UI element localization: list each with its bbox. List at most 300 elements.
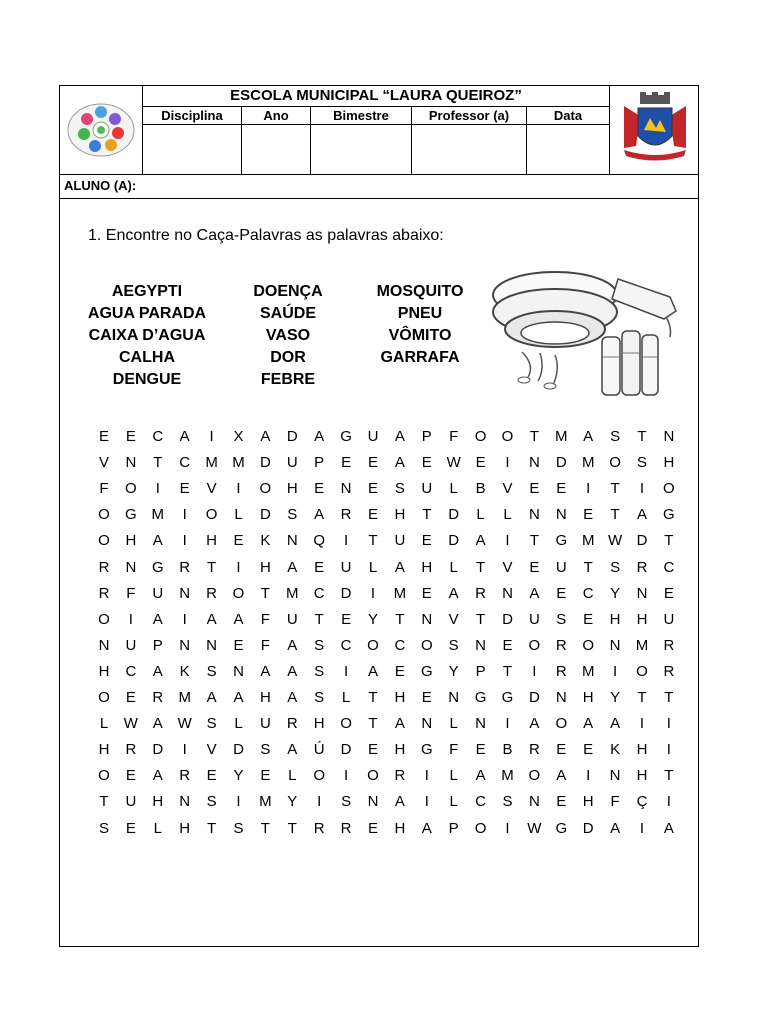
grid-letter[interactable]: Y	[610, 584, 621, 602]
grid-letter[interactable]: R	[528, 741, 540, 759]
grid-letter[interactable]: N	[609, 636, 621, 654]
grid-letter[interactable]: N	[98, 636, 110, 654]
grid-letter[interactable]: E	[556, 584, 567, 602]
grid-letter[interactable]: A	[287, 558, 298, 576]
grid-letter[interactable]: I	[613, 662, 618, 680]
grid-letter[interactable]: H	[609, 610, 621, 628]
grid-letter[interactable]: L	[234, 506, 243, 524]
grid-letter[interactable]: D	[448, 506, 460, 524]
grid-letter[interactable]: D	[259, 454, 271, 472]
grid-letter[interactable]: T	[287, 819, 297, 837]
grid-letter[interactable]: N	[206, 636, 218, 654]
grid-letter[interactable]: H	[421, 558, 433, 576]
grid-letter[interactable]: N	[125, 558, 137, 576]
grid-letter[interactable]: C	[340, 636, 352, 654]
grid-letter[interactable]: T	[529, 532, 539, 550]
grid-letter[interactable]: T	[260, 584, 270, 602]
grid-letter[interactable]: I	[639, 480, 645, 498]
grid-letter[interactable]: E	[556, 741, 567, 759]
grid-letter[interactable]: R	[206, 584, 218, 602]
grid-letter[interactable]: A	[421, 819, 432, 837]
grid-letter[interactable]: A	[394, 454, 405, 472]
grid-letter[interactable]: H	[394, 689, 406, 706]
grid-letter[interactable]: R	[98, 584, 110, 602]
grid-letter[interactable]: S	[206, 662, 217, 680]
grid-letter[interactable]: E	[556, 480, 567, 498]
grid-letter[interactable]: N	[179, 636, 191, 654]
grid-letter[interactable]: U	[528, 610, 540, 628]
grid-letter[interactable]: G	[555, 532, 568, 550]
grid-letter[interactable]: M	[581, 532, 595, 550]
grid-letter[interactable]: O	[98, 689, 110, 706]
grid-letter[interactable]: D	[448, 532, 460, 550]
grid-letter[interactable]: O	[582, 636, 595, 654]
field-ano[interactable]	[242, 125, 310, 174]
grid-letter[interactable]: E	[367, 454, 378, 472]
grid-letter[interactable]: E	[367, 480, 378, 498]
grid-letter[interactable]: A	[529, 584, 540, 602]
grid-letter[interactable]: U	[367, 428, 379, 445]
grid-letter[interactable]: H	[582, 793, 594, 811]
grid-letter[interactable]: I	[586, 767, 591, 785]
grid-letter[interactable]: I	[424, 767, 429, 785]
grid-letter[interactable]: N	[555, 689, 567, 706]
grid-letter[interactable]: R	[152, 689, 164, 706]
grid-letter[interactable]: W	[527, 819, 542, 837]
grid-letter[interactable]: M	[635, 636, 649, 654]
grid-letter[interactable]: H	[152, 793, 164, 811]
grid-letter[interactable]: I	[344, 532, 349, 550]
grid-letter[interactable]: S	[314, 662, 325, 680]
grid-letter[interactable]: O	[340, 715, 352, 733]
grid-letter[interactable]: R	[179, 767, 191, 785]
grid-letter[interactable]: U	[125, 636, 137, 654]
grid-letter[interactable]: U	[286, 454, 298, 472]
grid-letter[interactable]: O	[609, 454, 621, 472]
grid-letter[interactable]: I	[236, 793, 241, 811]
grid-letter[interactable]: C	[179, 454, 191, 472]
grid-letter[interactable]: E	[475, 741, 486, 759]
grid-letter[interactable]: A	[287, 636, 298, 654]
grid-letter[interactable]: E	[583, 610, 594, 628]
grid-letter[interactable]: T	[637, 689, 647, 706]
grid-letter[interactable]: S	[610, 558, 621, 576]
grid-letter[interactable]: G	[474, 689, 487, 706]
grid-letter[interactable]: Ç	[636, 793, 648, 811]
grid-letter[interactable]: I	[155, 480, 160, 498]
grid-letter[interactable]: U	[125, 793, 137, 811]
grid-letter[interactable]: T	[368, 689, 378, 706]
grid-letter[interactable]: T	[610, 506, 620, 524]
grid-letter[interactable]: N	[367, 793, 379, 811]
grid-letter[interactable]: T	[153, 454, 163, 472]
grid-letter[interactable]: O	[232, 584, 245, 602]
grid-letter[interactable]: S	[502, 793, 513, 811]
grid-letter[interactable]: E	[98, 428, 109, 445]
grid-letter[interactable]: E	[341, 454, 352, 472]
grid-letter[interactable]: R	[98, 558, 110, 576]
grid-letter[interactable]: D	[286, 428, 298, 445]
grid-letter[interactable]: I	[209, 428, 214, 445]
grid-letter[interactable]: S	[394, 480, 405, 498]
grid-letter[interactable]: T	[368, 532, 378, 550]
grid-letter[interactable]: A	[152, 662, 163, 680]
grid-letter[interactable]: S	[233, 819, 244, 837]
grid-letter[interactable]: T	[664, 532, 674, 550]
grid-letter[interactable]: U	[555, 558, 567, 576]
grid-letter[interactable]: N	[475, 715, 487, 733]
grid-letter[interactable]: E	[394, 662, 405, 680]
grid-letter[interactable]: V	[98, 454, 109, 472]
grid-letter[interactable]: O	[367, 636, 379, 654]
grid-letter[interactable]: A	[583, 715, 594, 733]
grid-letter[interactable]: I	[505, 715, 510, 733]
grid-letter[interactable]: E	[583, 506, 594, 524]
grid-letter[interactable]: D	[340, 741, 352, 759]
grid-letter[interactable]: N	[528, 793, 540, 811]
grid-letter[interactable]: I	[344, 662, 349, 680]
grid-letter[interactable]: N	[448, 689, 460, 706]
grid-letter[interactable]: L	[99, 715, 109, 733]
grid-letter[interactable]: H	[636, 741, 648, 759]
grid-letter[interactable]: D	[528, 689, 540, 706]
grid-letter[interactable]: H	[259, 558, 271, 576]
grid-letter[interactable]: O	[420, 636, 433, 654]
grid-letter[interactable]: E	[529, 558, 540, 576]
grid-letter[interactable]: E	[260, 767, 271, 785]
grid-letter[interactable]: T	[314, 610, 324, 628]
grid-letter[interactable]: Y	[287, 793, 298, 811]
grid-letter[interactable]: A	[152, 715, 163, 733]
grid-letter[interactable]: O	[98, 767, 110, 785]
grid-letter[interactable]: L	[234, 715, 243, 733]
grid-letter[interactable]: M	[178, 689, 191, 706]
grid-letter[interactable]: C	[152, 428, 164, 445]
grid-letter[interactable]: I	[182, 506, 187, 524]
grid-letter[interactable]: O	[313, 767, 326, 785]
grid-letter[interactable]: R	[340, 506, 352, 524]
grid-letter[interactable]: A	[233, 689, 244, 706]
grid-letter[interactable]: N	[555, 506, 567, 524]
field-bimestre[interactable]	[311, 125, 411, 174]
grid-letter[interactable]: V	[502, 558, 513, 576]
grid-letter[interactable]: M	[205, 454, 218, 472]
grid-letter[interactable]: E	[421, 584, 432, 602]
grid-letter[interactable]: O	[663, 480, 675, 498]
grid-letter[interactable]: A	[394, 428, 405, 445]
grid-letter[interactable]: I	[639, 819, 645, 837]
grid-letter[interactable]: O	[205, 506, 218, 524]
grid-letter[interactable]: G	[151, 558, 164, 576]
grid-letter[interactable]: E	[556, 793, 567, 811]
grid-letter[interactable]: E	[583, 741, 594, 759]
grid-letter[interactable]: W	[123, 715, 138, 733]
grid-letter[interactable]: I	[236, 558, 241, 576]
grid-letter[interactable]: R	[340, 819, 352, 837]
grid-letter[interactable]: K	[610, 741, 621, 759]
grid-letter[interactable]: C	[582, 584, 594, 602]
grid-letter[interactable]: P	[448, 819, 459, 837]
grid-letter[interactable]: E	[125, 767, 136, 785]
grid-letter[interactable]: M	[232, 454, 245, 472]
grid-letter[interactable]: A	[233, 610, 244, 628]
grid-letter[interactable]: F	[99, 480, 109, 498]
grid-letter[interactable]: Y	[367, 610, 378, 628]
grid-letter[interactable]: B	[502, 741, 513, 759]
grid-letter[interactable]: U	[663, 610, 675, 628]
grid-letter[interactable]: A	[287, 689, 298, 706]
grid-letter[interactable]: Y	[610, 689, 621, 706]
grid-letter[interactable]: E	[367, 741, 378, 759]
grid-letter[interactable]: D	[502, 610, 513, 628]
grid-letter[interactable]: S	[341, 793, 352, 811]
grid-letter[interactable]: N	[528, 506, 540, 524]
grid-letter[interactable]: W	[608, 532, 623, 550]
grid-letter[interactable]: O	[125, 480, 137, 498]
grid-letter[interactable]: E	[125, 689, 136, 706]
grid-letter[interactable]: O	[528, 767, 541, 785]
grid-letter[interactable]: T	[610, 480, 620, 498]
grid-letter[interactable]: I	[370, 584, 376, 602]
grid-letter[interactable]: I	[666, 793, 671, 811]
grid-letter[interactable]: A	[314, 506, 325, 524]
grid-letter[interactable]: H	[394, 741, 406, 759]
grid-letter[interactable]: C	[394, 636, 406, 654]
grid-letter[interactable]: A	[260, 428, 271, 445]
grid-letter[interactable]: A	[636, 506, 647, 524]
grid-letter[interactable]: I	[639, 715, 645, 733]
grid-letter[interactable]: E	[125, 819, 136, 837]
grid-letter[interactable]: F	[449, 428, 459, 445]
grid-letter[interactable]: A	[556, 767, 567, 785]
grid-letter[interactable]: S	[314, 636, 325, 654]
grid-letter[interactable]: T	[207, 558, 217, 576]
grid-letter[interactable]: R	[313, 819, 325, 837]
grid-letter[interactable]: L	[368, 558, 378, 576]
grid-letter[interactable]: X	[233, 428, 244, 445]
grid-letter[interactable]: E	[179, 480, 190, 498]
grid-letter[interactable]: C	[125, 662, 137, 680]
grid-letter[interactable]: T	[502, 662, 513, 680]
grid-letter[interactable]: A	[529, 715, 540, 733]
grid-letter[interactable]: S	[314, 689, 325, 706]
grid-letter[interactable]: H	[259, 689, 271, 706]
grid-letter[interactable]: T	[583, 558, 593, 576]
grid-letter[interactable]: A	[583, 428, 594, 445]
grid-letter[interactable]: S	[610, 428, 621, 445]
grid-letter[interactable]: G	[125, 506, 137, 524]
grid-letter[interactable]: P	[152, 636, 163, 654]
grid-letter[interactable]: F	[610, 793, 620, 811]
grid-letter[interactable]: D	[259, 506, 271, 524]
grid-letter[interactable]: M	[393, 584, 407, 602]
grid-letter[interactable]: I	[586, 480, 591, 498]
grid-letter[interactable]: A	[152, 767, 163, 785]
grid-letter[interactable]: S	[206, 715, 217, 733]
grid-letter[interactable]: I	[505, 454, 510, 472]
student-name-row[interactable]	[60, 175, 698, 199]
grid-letter[interactable]: V	[206, 480, 217, 498]
grid-letter[interactable]: I	[182, 532, 187, 550]
grid-letter[interactable]: S	[287, 506, 298, 524]
field-professor[interactable]	[412, 125, 526, 174]
grid-letter[interactable]: T	[207, 819, 217, 837]
grid-letter[interactable]: N	[179, 793, 191, 811]
grid-letter[interactable]: F	[449, 741, 459, 759]
grid-letter[interactable]: C	[313, 584, 325, 602]
grid-letter[interactable]: P	[421, 428, 432, 445]
grid-letter[interactable]: S	[260, 741, 271, 759]
grid-letter[interactable]: M	[259, 793, 272, 811]
grid-letter[interactable]: A	[152, 532, 163, 550]
grid-letter[interactable]: M	[555, 428, 568, 445]
grid-letter[interactable]: H	[313, 715, 325, 733]
grid-letter[interactable]: E	[206, 767, 217, 785]
grid-letter[interactable]: N	[502, 584, 513, 602]
grid-letter[interactable]: E	[421, 532, 432, 550]
grid-letter[interactable]: U	[259, 715, 271, 733]
grid-letter[interactable]: E	[314, 480, 325, 498]
grid-letter[interactable]: Y	[233, 767, 244, 785]
grid-letter[interactable]: Ú	[313, 741, 325, 759]
grid-letter[interactable]: E	[421, 454, 432, 472]
grid-letter[interactable]: M	[151, 506, 165, 524]
grid-letter[interactable]: N	[233, 662, 244, 680]
grid-letter[interactable]: L	[449, 480, 458, 498]
grid-letter[interactable]: O	[501, 428, 514, 445]
grid-letter[interactable]: H	[636, 610, 648, 628]
grid-letter[interactable]: C	[475, 793, 487, 811]
grid-letter[interactable]: I	[182, 610, 187, 628]
grid-letter[interactable]: N	[636, 584, 648, 602]
grid-letter[interactable]: M	[286, 584, 299, 602]
grid-letter[interactable]: O	[474, 819, 487, 837]
grid-letter[interactable]: O	[98, 610, 110, 628]
grid-letter[interactable]: E	[233, 532, 244, 550]
grid-letter[interactable]: E	[125, 428, 136, 445]
grid-letter[interactable]: N	[125, 454, 137, 472]
grid-letter[interactable]: F	[260, 610, 270, 628]
grid-letter[interactable]: U	[394, 532, 406, 550]
grid-letter[interactable]: B	[475, 480, 486, 498]
grid-letter[interactable]: G	[555, 819, 568, 837]
grid-letter[interactable]: E	[502, 636, 513, 654]
grid-letter[interactable]: H	[98, 741, 110, 759]
grid-letter[interactable]: A	[394, 715, 405, 733]
grid-letter[interactable]: V	[448, 610, 459, 628]
grid-letter[interactable]: H	[286, 480, 298, 498]
grid-letter[interactable]: M	[501, 767, 514, 785]
grid-letter[interactable]: N	[286, 532, 298, 550]
grid-letter[interactable]: I	[505, 532, 510, 550]
grid-letter[interactable]: S	[556, 610, 567, 628]
grid-letter[interactable]: A	[314, 428, 325, 445]
grid-letter[interactable]: A	[475, 767, 486, 785]
grid-letter[interactable]: L	[449, 715, 458, 733]
grid-letter[interactable]: L	[503, 506, 512, 524]
grid-letter[interactable]: W	[446, 454, 461, 472]
grid-letter[interactable]: I	[424, 793, 429, 811]
grid-letter[interactable]: E	[314, 558, 325, 576]
grid-letter[interactable]: T	[529, 428, 539, 445]
grid-letter[interactable]: E	[663, 584, 674, 602]
grid-letter[interactable]: S	[448, 636, 459, 654]
grid-letter[interactable]: A	[152, 610, 163, 628]
grid-letter[interactable]: R	[555, 662, 567, 680]
grid-letter[interactable]: T	[395, 610, 405, 628]
grid-letter[interactable]: R	[475, 584, 487, 602]
grid-letter[interactable]: A	[610, 819, 621, 837]
grid-letter[interactable]: L	[288, 767, 297, 785]
grid-letter[interactable]: T	[664, 689, 674, 706]
grid-letter[interactable]: R	[125, 741, 137, 759]
grid-letter[interactable]: N	[663, 428, 675, 445]
grid-letter[interactable]: O	[98, 506, 110, 524]
grid-letter[interactable]: D	[636, 532, 648, 550]
grid-letter[interactable]: R	[179, 558, 191, 576]
grid-letter[interactable]: E	[341, 610, 352, 628]
grid-letter[interactable]: L	[449, 558, 458, 576]
grid-letter[interactable]: D	[582, 819, 594, 837]
grid-letter[interactable]: O	[555, 715, 568, 733]
grid-letter[interactable]: A	[448, 584, 459, 602]
grid-letter[interactable]: G	[501, 689, 514, 706]
grid-letter[interactable]: I	[666, 715, 671, 733]
grid-letter[interactable]: K	[179, 662, 190, 680]
grid-letter[interactable]: A	[394, 793, 405, 811]
grid-letter[interactable]: T	[476, 610, 486, 628]
grid-letter[interactable]: D	[233, 741, 244, 759]
grid-letter[interactable]: L	[449, 793, 458, 811]
grid-letter[interactable]: G	[663, 506, 675, 524]
grid-letter[interactable]: N	[528, 454, 540, 472]
grid-letter[interactable]: V	[206, 741, 217, 759]
grid-letter[interactable]: Y	[448, 662, 459, 680]
grid-letter[interactable]: P	[475, 662, 486, 680]
grid-letter[interactable]: K	[260, 532, 271, 550]
grid-letter[interactable]: T	[99, 793, 109, 811]
grid-letter[interactable]: H	[206, 532, 218, 550]
grid-letter[interactable]: L	[341, 689, 351, 706]
grid-letter[interactable]: H	[125, 532, 137, 550]
grid-letter[interactable]: A	[663, 819, 674, 837]
grid-letter[interactable]: L	[449, 767, 458, 785]
grid-letter[interactable]: T	[637, 428, 647, 445]
grid-letter[interactable]: I	[344, 767, 349, 785]
grid-letter[interactable]: A	[475, 532, 486, 550]
grid-letter[interactable]: N	[179, 584, 191, 602]
grid-letter[interactable]: V	[502, 480, 513, 498]
grid-letter[interactable]: D	[555, 454, 567, 472]
grid-letter[interactable]: O	[636, 662, 648, 680]
grid-letter[interactable]: E	[367, 819, 378, 837]
grid-letter[interactable]: I	[317, 793, 322, 811]
grid-letter[interactable]: U	[152, 584, 164, 602]
grid-letter[interactable]: G	[420, 741, 433, 759]
grid-letter[interactable]: P	[314, 454, 325, 472]
grid-letter[interactable]: I	[236, 480, 241, 498]
grid-letter[interactable]: I	[505, 819, 510, 837]
grid-letter[interactable]: H	[98, 662, 110, 680]
grid-letter[interactable]: O	[528, 636, 541, 654]
grid-letter[interactable]: H	[636, 767, 648, 785]
grid-letter[interactable]: I	[666, 741, 671, 759]
grid-letter[interactable]: N	[421, 610, 433, 628]
grid-letter[interactable]: O	[367, 767, 379, 785]
grid-letter[interactable]: E	[421, 689, 432, 706]
grid-letter[interactable]: H	[394, 506, 406, 524]
grid-letter[interactable]: M	[581, 662, 595, 680]
